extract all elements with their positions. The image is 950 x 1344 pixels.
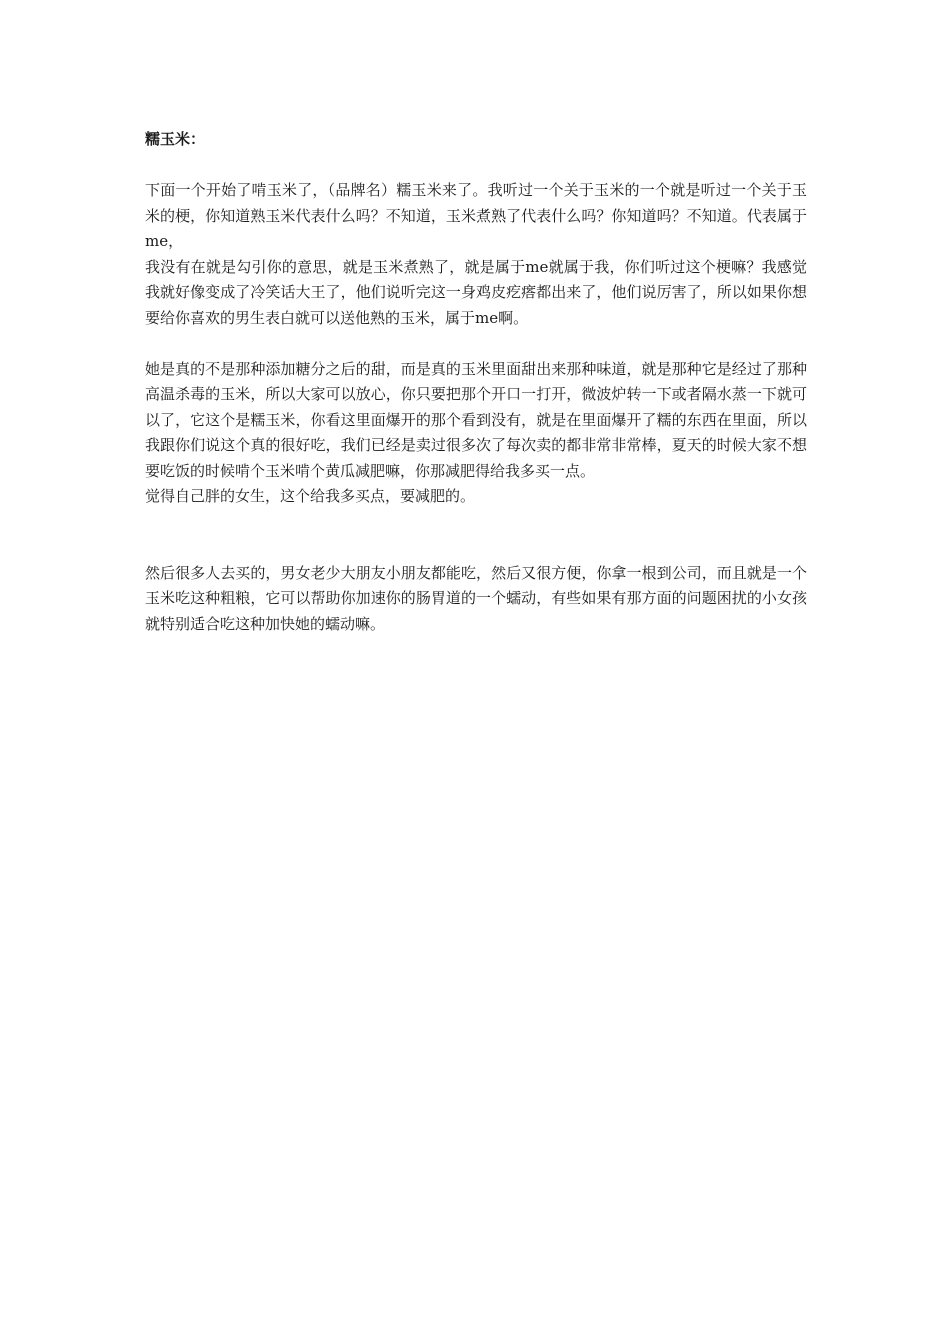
- paragraph-spacer: [145, 331, 807, 357]
- paragraph-spacer: [145, 510, 807, 561]
- paragraph-2: 我没有在就是勾引你的意思，就是玉米煮熟了，就是属于me就属于我，你们听过这个梗嘛？我感觉我就好像变成了冷笑话大王了，他们说听完这一身鸡皮疙瘩都出来了，他们说厉害了，所以如果你想要给你喜欢的男生表白就可以送他熟的玉米，属于me啊。: [145, 257, 807, 327]
- document-title: 糯玉米：: [145, 130, 206, 148]
- paragraph-4: 觉得自己胖的女生，这个给我多买点，要减肥的。: [145, 487, 476, 505]
- paragraph-5: 然后很多人去买的，男女老少大朋友小朋友都能吃，然后又很方便，你拿一根到公司，而且就是一个玉米吃这种粗粮，它可以帮助你加速你的肠胃道的一个蠕动，有些如果有那方面的问题困扰的小女孩就特别适合吃这种加快她的蠕动嘛。: [145, 563, 807, 633]
- paragraph-3: 她是真的不是那种添加糖分之后的甜，而是真的玉米里面甜出来那种味道，就是那种它是经过了那种高温杀毒的玉米，所以大家可以放心，你只要把那个开口一打开，微波炉转一下或者隔水蒸一下就可以了，它这个是糯玉米，你看这里面爆开的那个看到没有，就是在里面爆开了糯的东西在里面，所以我跟你们说这个真的很好吃，我们已经是卖过很多次了每次卖的都非常非常棒，夏天的时候大家不想要吃饭的时候啃个玉米啃个黄瓜减肥嘛，你那减肥得给我多买一点。: [145, 359, 807, 480]
- document-body: [145, 126, 807, 637]
- paragraph-1: 下面一个开始了啃玉米了，（品牌名）糯玉米来了。我听过一个关于玉米的一个就是听过一个关于玉米的梗，你知道熟玉米代表什么吗？不知道，玉米煮熟了代表什么吗？你知道吗？不知道。代表属于me，: [145, 181, 807, 250]
